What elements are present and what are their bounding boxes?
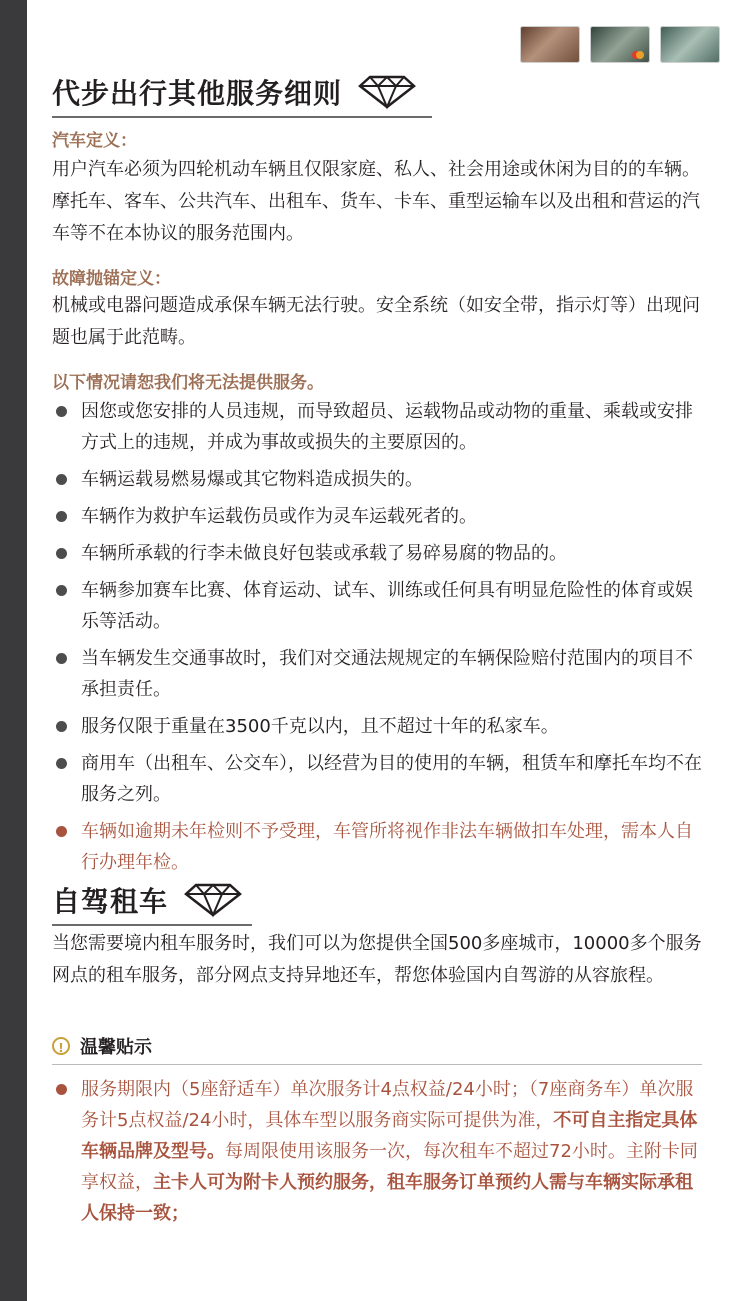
section-title: 代步出行其他服务细则 <box>52 77 343 110</box>
section-heading-self-drive <box>52 880 244 920</box>
card-images <box>520 26 720 63</box>
list-item-warning: 车辆如逾期未年检则不予受理，车管所将视作非法车辆做扣车处理，需本人自行办理年检。 <box>52 816 702 878</box>
bullet-icon <box>56 653 67 664</box>
exclamation-icon: ! <box>52 1037 70 1055</box>
breakdown-definition-label: 故障抛锚定义： <box>52 269 171 289</box>
bullet-icon <box>56 585 67 596</box>
divider <box>52 1064 702 1065</box>
section-heading-service-rules <box>52 72 418 112</box>
tip-title: 温馨贴示 <box>80 1037 152 1058</box>
bullet-icon <box>56 758 67 769</box>
bullet-icon <box>56 406 67 417</box>
bullet-icon <box>56 548 67 559</box>
heading-underline <box>52 924 252 926</box>
bullet-icon <box>56 1084 67 1095</box>
bullet-icon <box>56 474 67 485</box>
car-definition-text: 用户汽车必须为四轮机动车辆且仅限家庭、私人、社会用途或休闲为目的的车辆。摩托车、客车、公共汽车、出租车、货车、卡车、重型运输车以及出租和营运的汽车等不在本协议的服务范围内。 <box>52 159 700 244</box>
list-item: 车辆所承载的行李未做良好包装或承载了易碎易腐的物品的。 <box>52 538 702 569</box>
card-image-1 <box>520 26 580 63</box>
list-item: 因您或您安排的人员违规，而导致超员、运载物品或动物的重量、乘载或安排方式上的违规，并成为事故或损失的主要原因的。 <box>52 396 702 458</box>
list-item: 服务仅限于重量在3500千克以内，且不超过十年的私家车。 <box>52 711 702 742</box>
self-drive-intro: 当您需要境内租车服务时，我们可以为您提供全国500多座城市，10000多个服务网点的租车服务，部分网点支持异地还车，帮您体验国内自驾游的从容旅程。 <box>52 933 702 986</box>
bullet-icon <box>56 511 67 522</box>
card-image-3 <box>660 26 720 63</box>
heading-underline <box>52 116 432 118</box>
left-decorative-band <box>0 0 27 1301</box>
list-item: 车辆作为救护车运载伤员或作为灵车运载死者的。 <box>52 501 702 532</box>
breakdown-definition-text: 机械或电器问题造成承保车辆无法行驶。安全系统（如安全带，指示灯等）出现问题也属于此范畴。 <box>52 295 700 348</box>
section-title: 自驾租车 <box>52 885 169 918</box>
bullet-icon <box>56 826 67 837</box>
list-item: 当车辆发生交通事故时，我们对交通法规规定的车辆保险赔付范围内的项目不承担责任。 <box>52 643 702 705</box>
list-item: 车辆参加赛车比赛、体育运动、试车、训练或任何具有明显危险性的体育或娱乐等活动。 <box>52 575 702 637</box>
rental-note: 服务期限内（5座舒适车）单次服务计4点权益/24小时；（7座商务车）单次服务计5点权益/24小时，具体车型以服务商实际可提供为准，不可自主指定具体车辆品牌及型号。每周限使用该服务一次，每次租车不超过72小时。主附卡同享权益，主卡人可为附卡人预约服务，租车服务订单预约人需与车辆实际承租人保持一致； <box>52 1074 702 1229</box>
mastercard-icon <box>632 51 644 59</box>
diamond-icon <box>356 74 418 110</box>
tip-header <box>52 1033 152 1059</box>
car-definition-label: 汽车定义： <box>52 131 137 151</box>
diamond-icon <box>182 882 244 918</box>
card-image-2 <box>590 26 650 63</box>
list-item: 车辆运载易燃易爆或其它物料造成损失的。 <box>52 464 702 495</box>
exclusions-list <box>52 396 702 884</box>
list-item: 商用车（出租车、公交车），以经营为目的使用的车辆，租赁车和摩托车均不在服务之列。 <box>52 748 702 810</box>
bullet-icon <box>56 721 67 732</box>
exclusions-label: 以下情况请恕我们将无法提供服务。 <box>52 373 324 393</box>
